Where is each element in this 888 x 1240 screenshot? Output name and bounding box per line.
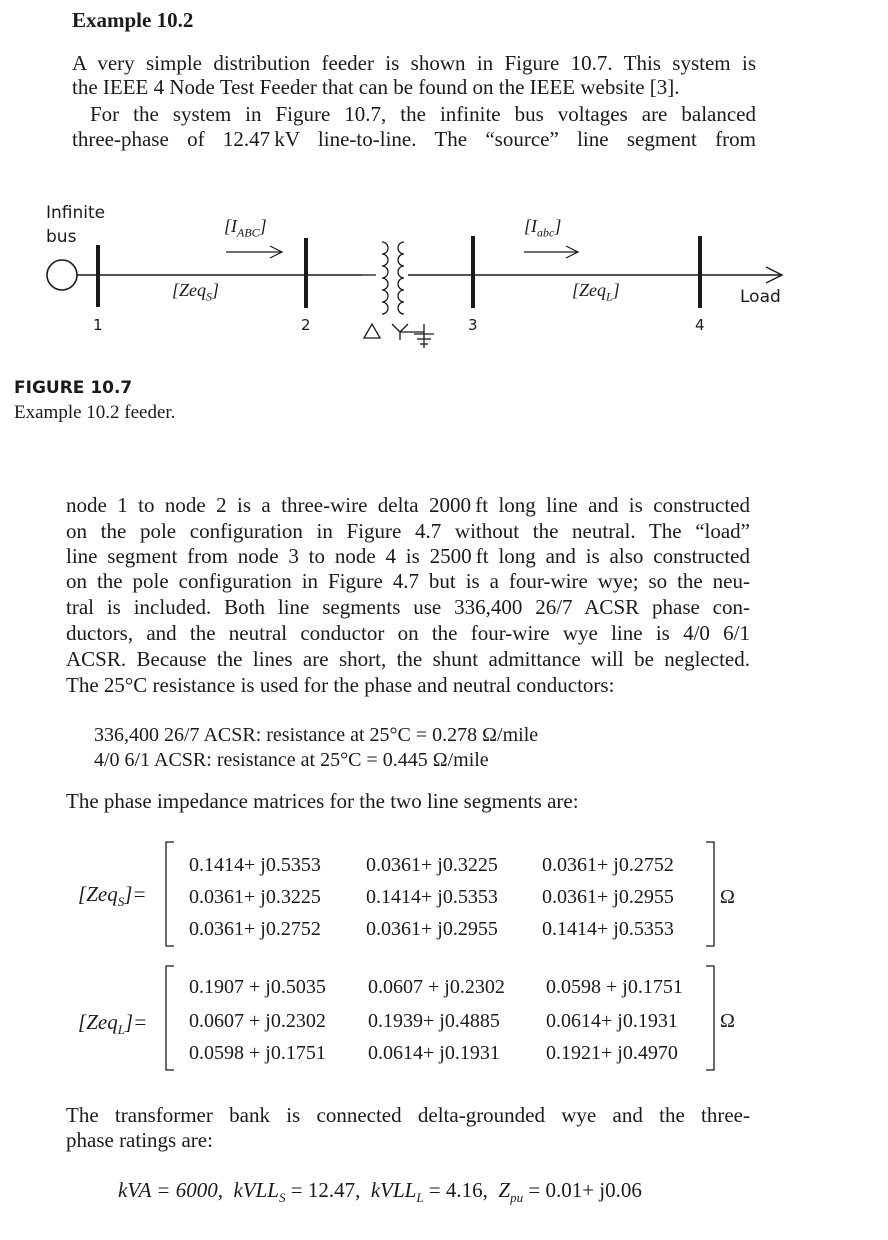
matrix-l-cell: 0.1939+ j0.4885 [368,1010,500,1032]
matrix-s-cell: 0.0361+ j0.2752 [542,854,674,876]
transformer-line-1: The transformer bank is connected delta-grounded wye and the three- [66,1103,750,1127]
matrix-l-cell: 0.0614+ j0.1931 [546,1010,678,1032]
grounded-wye-icon [392,324,434,348]
zpu-rating: $Z_{pu}$ [498,1178,524,1206]
source-current-label: $[I_{ABC}]$ [224,216,267,240]
bus-label: bus [46,227,77,247]
infinite-bus-source-icon [47,260,77,290]
matrix-s-cell: 0.0361+ j0.2752 [189,918,321,940]
zpu-value: = 0.01+ j0.06 [523,1178,642,1202]
node-2-label: 2 [301,316,311,334]
kvlls-rating: kVLL$_S$ [233,1178,286,1206]
matrix-l-cell: 0.0607 + j0.2302 [189,1010,326,1032]
matrix-s-cell: 0.0361+ j0.2955 [366,918,498,940]
transformer-ratings [118,1178,642,1206]
body-line-3: line segment from node 3 to node 4 is 2500 ft long and is also constructed [66,544,750,568]
kvlll-value: = 4.16, [423,1178,488,1202]
matrix-l-label: [Zeq$_L$]= [78,1010,148,1038]
matrix-l-cell: 0.0598 + j0.1751 [546,976,683,998]
matrix-s-cell: 0.1414+ j0.5353 [542,918,674,940]
figure-caption-head: FIGURE 10.7 [14,378,133,398]
zeq-l-label: [Zeq$_L$] [572,280,620,304]
resistance-line-1: 336,400 26/7 ACSR: resistance at 25°C = 0.278 Ω/mile [94,724,539,746]
body-line-4: on the pole configuration in Figure 4.7 but is a four-wire wye; so the neu- [66,569,750,593]
body-line-5: tral is included. Both line segments use 336,400 26/7 ACSR phase con- [66,595,750,619]
body-line-7: ACSR. Because the lines are short, the shunt admittance will be neglected. [66,647,750,671]
matrix-l-unit: Ω [720,1010,735,1032]
matrix-l-cell: 0.1921+ j0.4970 [546,1042,678,1064]
intro-line-2: the IEEE 4 Node Test Feeder that can be found on the IEEE website [3]. [72,75,680,99]
transformer-icon [362,242,408,314]
feeder-figure [0,190,888,370]
matrix-s-cell: 0.0361+ j0.3225 [189,886,321,908]
load-current-label: $[I_{abc}]$ [524,216,562,240]
intro-line-4: three-phase of 12.47 kV line-to-line. The “source” line segment from [72,127,756,151]
kvlls-value: = 12.47, [285,1178,361,1202]
body-line-8: The 25°C resistance is used for the phase and neutral conductors: [66,673,615,697]
matrix-l-cell: 0.0598 + j0.1751 [189,1042,326,1064]
load-current-arrow-icon [524,246,578,258]
matrix-s-cell: 0.0361+ j0.3225 [366,854,498,876]
matrix-l-cell: 0.0607 + j0.2302 [368,976,505,998]
matrix-s-cell: 0.1414+ j0.5353 [189,854,321,876]
source-current-arrow-icon [226,246,282,258]
load-label: Load [740,287,781,307]
matrix-s-unit: Ω [720,886,735,908]
body-line-6: ductors, and the neutral conductor on the four-wire wye line is 4/0 6/1 [66,621,750,645]
kva-rating: kVA = 6000, [118,1178,223,1202]
resistance-line-2: 4/0 6/1 ACSR: resistance at 25°C = 0.445 Ω/mile [94,749,489,771]
delta-connection-icon [364,324,380,338]
matrix-s-label: [Zeq$_S$]= [78,882,147,910]
figure-caption-text: Example 10.2 feeder. [14,402,176,423]
kvlll-rating: kVLL$_L$ [370,1178,424,1206]
intro-line-1: A very simple distribution feeder is shown in Figure 10.7. This system is [72,51,756,75]
matrix-l-cell: 0.0614+ j0.1931 [368,1042,500,1064]
example-title: Example 10.2 [72,8,194,32]
node-3-label: 3 [468,316,478,334]
matrix-s [76,838,756,950]
transformer-line-2: phase ratings are: [66,1128,213,1152]
body-line-2: on the pole configuration in Figure 4.7 without the neutral. The “load” [66,519,750,543]
infinite-label: Infinite [46,203,106,223]
matrix-l [76,962,756,1074]
node-4-label: 4 [695,316,705,334]
body-line-1: node 1 to node 2 is a three-wire delta 2000 ft long line and is constructed [66,493,750,517]
zeq-s-label: [Zeq$_S$] [172,280,220,304]
intro-line-3: For the system in Figure 10.7, the infinite bus voltages are balanced [90,102,756,126]
matrix-s-cell: 0.1414+ j0.5353 [366,886,498,908]
node-1-label: 1 [93,316,103,334]
matrix-l-cell: 0.1907 + j0.5035 [189,976,326,998]
feeder-diagram [0,190,888,370]
matrices-intro: The phase impedance matrices for the two line segments are: [66,789,579,813]
matrix-s-cell: 0.0361+ j0.2955 [542,886,674,908]
